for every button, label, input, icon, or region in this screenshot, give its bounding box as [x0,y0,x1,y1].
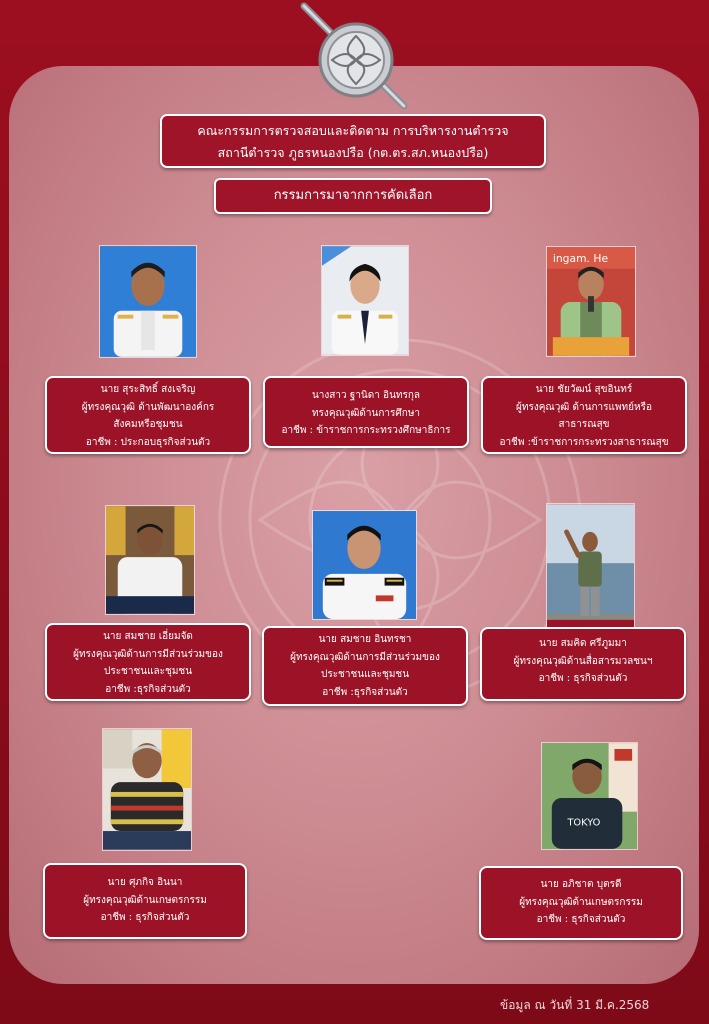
member-photo-8 [541,742,638,850]
member-name: นาย สุระสิทธิ์ สงเจริญ [100,384,196,395]
svg-text:ingam. He: ingam. He [552,251,609,265]
member-detail: ประชาชนและชุมชน [320,669,410,680]
member-detail: สาธารณสุข [558,419,610,430]
member-detail: ผู้ทรงคุณวุฒิด้านเกษตรกรรม [83,894,207,906]
member-card-8 [479,866,683,940]
member-name: นาย สมคิด ศรีภูมมา [539,638,627,649]
page-title [160,114,546,168]
title-line-2: สถานีตำรวจ ภูธรหนองปรือ (กต.ตร.สภ.หนองปรือ) [217,145,489,160]
member-occupation: อาชีพ : ธุรกิจส่วนตัว [538,673,628,684]
member-photo-2 [321,245,409,356]
member-card-2 [263,376,469,448]
member-card-3 [481,376,687,454]
member-name: นาย ชัยวัฒน์ สุขอินทร์ [535,384,633,395]
member-occupation: อาชีพ : ข้าราชการกระทรวงศึกษาธิการ [281,425,451,436]
member-occupation: อาชีพ : ธุรกิจส่วนตัว [536,914,626,925]
member-detail: สังคมหรือชุมชน [113,419,183,430]
title-line-1: คณะกรรมการตรวจสอบและติดตาม การบริหารงานตำรวจ [197,123,509,138]
member-detail: ผู้ทรงคุณวุฒิ ด้านพัฒนาองค์กร [81,401,215,413]
svg-text:TOKYO: TOKYO [567,817,601,829]
member-detail: ทรงคุณวุฒิด้านการศึกษา [311,407,421,419]
member-card-5 [262,626,468,706]
member-detail: ผู้ทรงคุณวุฒิด้านสื่อสารมวลชนฯ [513,655,653,667]
member-name: นาย สมชาย เอี่ยมจัด [103,631,193,642]
police-emblem-icon [296,2,416,110]
member-photo-1 [99,245,197,358]
member-occupation: อาชีพ :ธุรกิจส่วนตัว [322,686,408,698]
member-photo-5 [312,510,417,620]
member-detail: ผู้ทรงคุณวุฒิด้านการมีส่วนร่วมของ [73,648,223,660]
member-occupation: อาชีพ :ธุรกิจส่วนตัว [105,683,191,695]
member-occupation: อาชีพ : ธุรกิจส่วนตัว [100,912,190,923]
member-name: นาย อภิชาต บุตรดี [540,879,622,890]
member-card-6 [480,627,686,701]
member-photo-3 [546,246,636,357]
member-detail: ประชาชนและชุมชน [103,666,193,677]
member-name: นาย ศุภกิจ อินนา [107,877,183,888]
member-occupation: อาชีพ : ประกอบธุรกิจส่วนตัว [85,436,211,448]
member-name: นาย สมชาย อินทรชา [318,634,412,645]
section-subtitle: กรรมการมาจากการคัดเลือก [214,178,492,214]
member-card-1 [45,376,251,454]
member-detail: ผู้ทรงคุณวุฒิ ด้านการแพทย์หรือ [516,401,652,413]
member-photo-6 [546,503,635,640]
member-detail: ผู้ทรงคุณวุฒิด้านการมีส่วนร่วมของ [290,651,440,663]
member-occupation: อาชีพ :ข้าราชการกระทรวงสาธารณสุข [499,436,669,448]
member-card-4 [45,623,251,701]
member-card-7 [43,863,247,939]
member-photo-4 [105,505,195,615]
member-detail: ผู้ทรงคุณวุฒิด้านเกษตรกรรม [519,896,643,908]
member-photo-7 [102,728,192,851]
data-date-note: ข้อมูล ณ วันที่ 31 มี.ค.2568 [500,998,650,1012]
member-name: นางสาว ฐานิดา อินทรกุล [311,390,421,401]
